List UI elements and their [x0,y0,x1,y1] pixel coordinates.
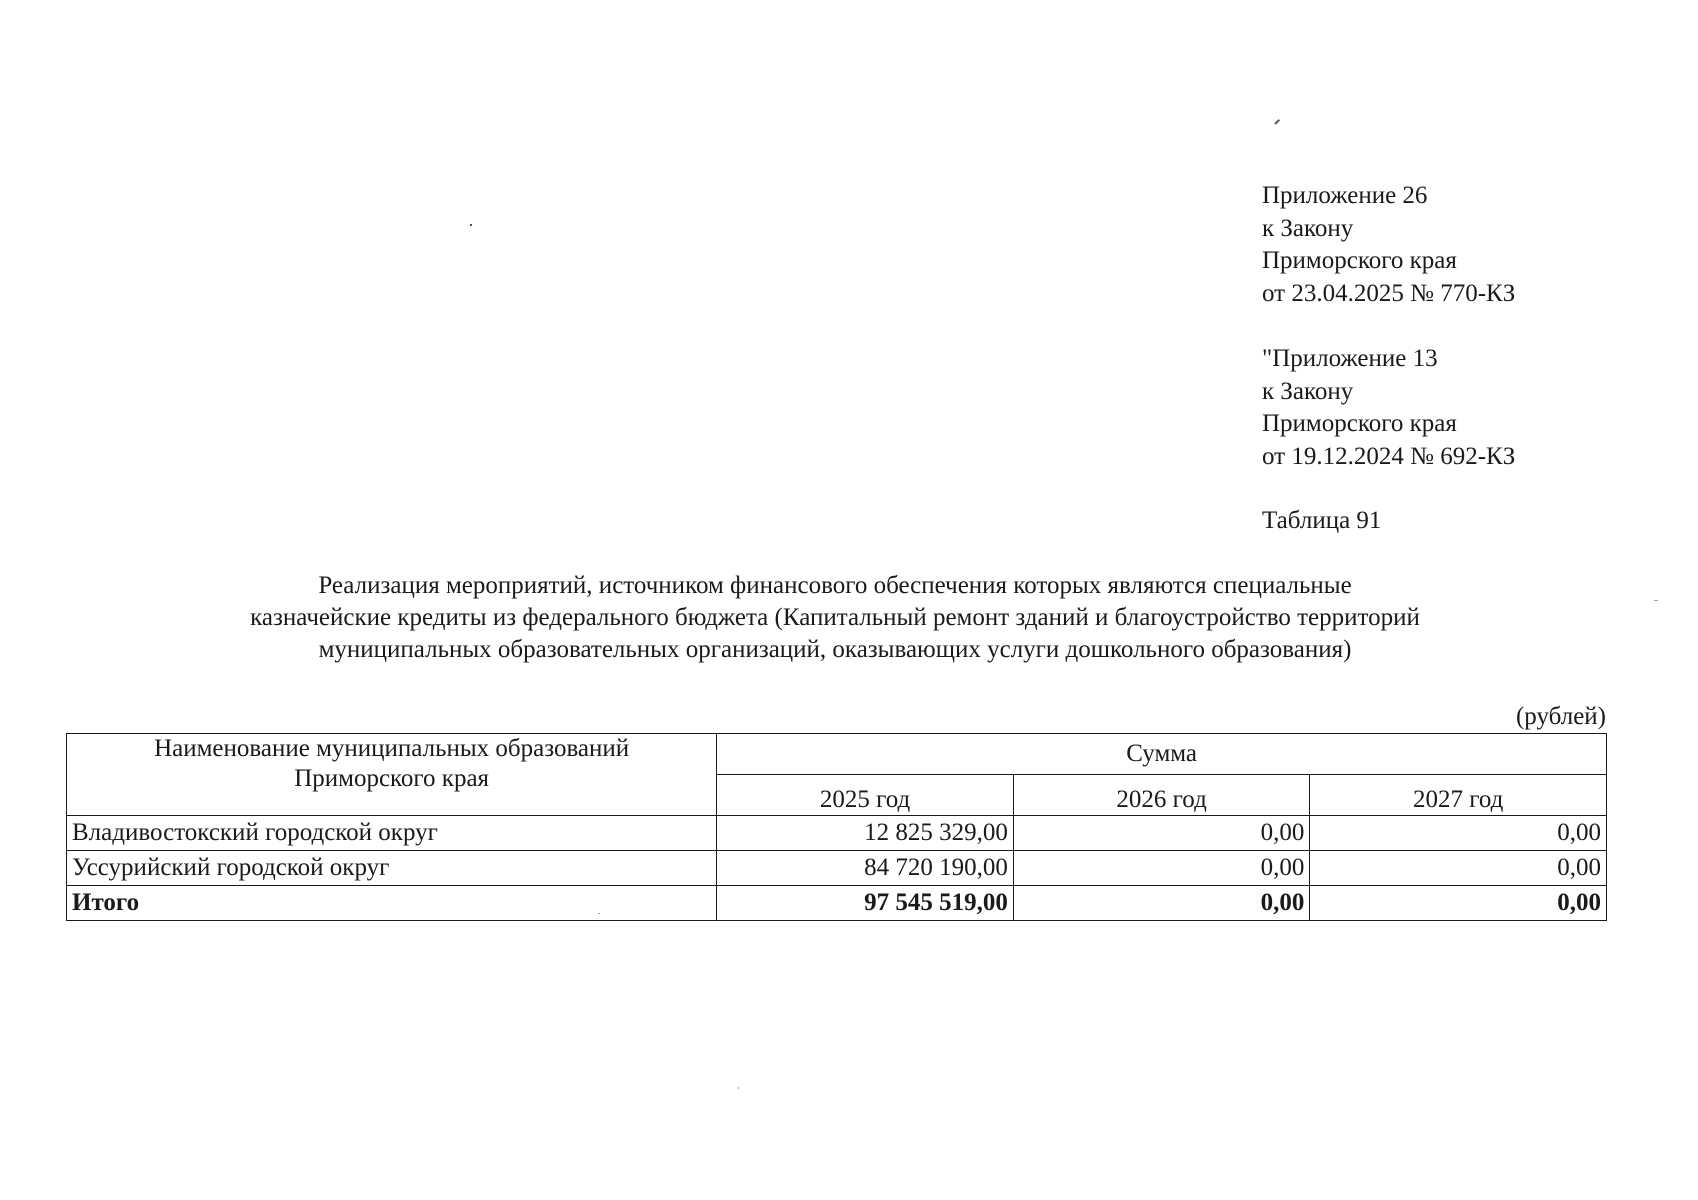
appendix-amended-line: к Закону [1262,377,1354,405]
row-value-2025: 84 720 190,00 [717,851,1014,886]
appendix-current-line: Приложение 26 [1262,182,1428,209]
total-value-2027: 0,00 [1310,886,1607,921]
table-total-row [67,886,1607,921]
scan-speck [1274,119,1279,124]
appendix-current-block [1262,180,1515,310]
header-municipality-line: Приморского края [294,765,490,792]
document-title [110,570,1560,666]
scan-speck [1654,600,1658,601]
table-number: Таблица 91 [1262,507,1382,534]
scan-speck [738,1087,739,1089]
row-value-2026: 0,00 [1013,816,1310,851]
header-year-2025: 2025 год [717,775,1014,816]
header-year-2026: 2026 год [1013,775,1310,816]
appendix-amended-block [1262,343,1515,473]
appendix-current-line: от 23.04.2025 № 770-КЗ [1262,279,1516,307]
appendix-current-line: к Закону [1262,214,1354,242]
header-year-2027: 2027 год [1310,775,1607,816]
units-label: (рублей) [1515,703,1606,730]
title-line: Реализация мероприятий, источником финансового обеспечения которых являются специальные [318,572,1352,599]
total-value-2026: 0,00 [1013,886,1310,921]
row-municipality: Уссурийский городской округ [67,851,717,886]
header-municipality [67,734,717,816]
header-sum: Сумма [717,734,1607,775]
appendix-current-line: Приморского края [1262,247,1457,274]
row-value-2027: 0,00 [1310,851,1607,886]
title-line: муниципальных образовательных организаций, оказывающих услуги дошкольного образования) [318,636,1352,663]
budget-table [66,733,1607,921]
header-municipality-line: Наименование муниципальных образований [154,735,630,762]
title-line: казначейские кредиты из федерального бюджета (Капитальный ремонт зданий и благоустройство территорий [250,604,1420,631]
total-label: Итого [67,886,717,921]
total-value-2025: 97 545 519,00 [717,886,1014,921]
appendix-amended-line: от 19.12.2024 № 692-КЗ [1262,442,1516,470]
scan-speck [598,913,600,914]
table-row [67,816,1607,851]
appendix-amended-line: "Приложение 13 [1262,345,1438,372]
row-municipality: Владивостокский городской округ [67,816,717,851]
appendix-amended-line: Приморского края [1262,410,1457,437]
row-value-2026: 0,00 [1013,851,1310,886]
table-row [67,851,1607,886]
scan-speck [470,224,472,226]
row-value-2027: 0,00 [1310,816,1607,851]
table-header-row [67,734,1607,775]
row-value-2025: 12 825 329,00 [717,816,1014,851]
